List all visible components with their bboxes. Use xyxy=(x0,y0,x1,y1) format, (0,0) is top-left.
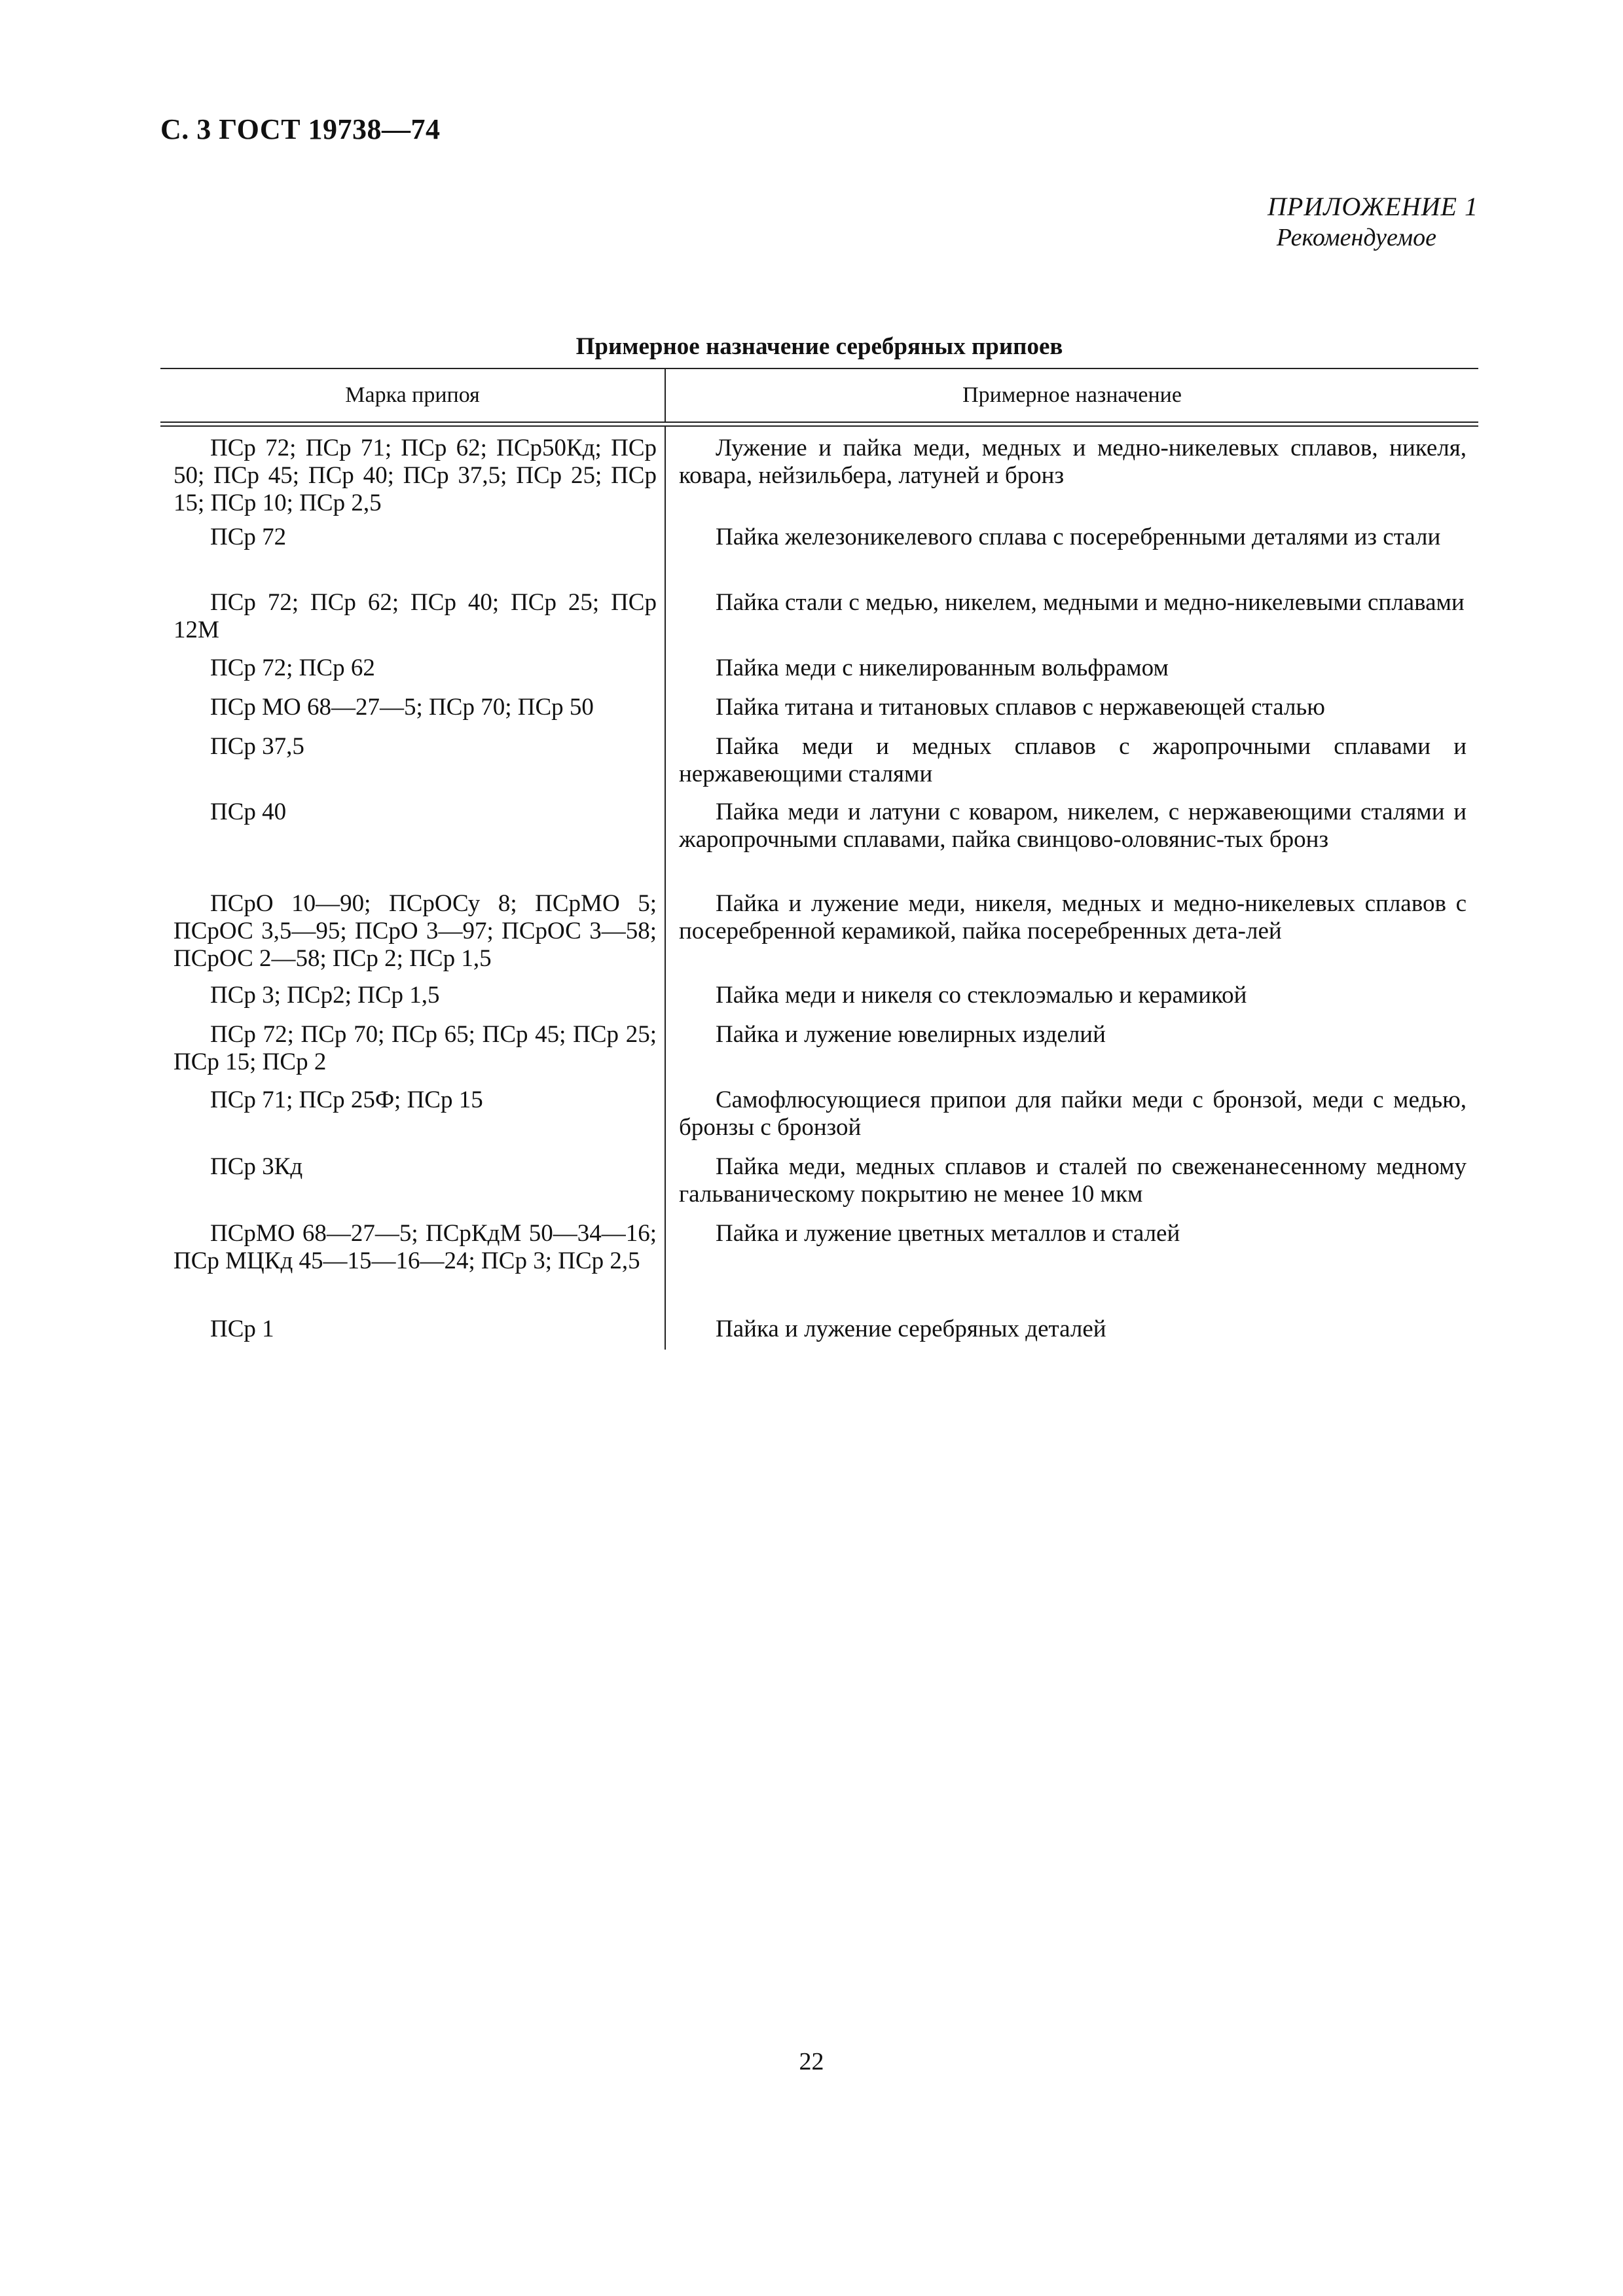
appendix-subtitle: Рекомендуемое xyxy=(1276,224,1436,251)
purpose-cell: Лужение и пайка меди, медных и медно-никелевых сплавов, никеля, ковара, нейзильбера, латуней и бронз xyxy=(679,435,1467,489)
table-caption: Примерное назначение серебряных припоев xyxy=(575,333,1063,360)
purpose-cell: Пайка меди и латуни с коваром, никелем, с нержавеющими сталями и жаропрочными сплавами, пайка свинцово-оловянис-тых бронз xyxy=(679,798,1467,853)
appendix-label xyxy=(1267,191,1478,252)
purpose-cell: Пайка и лужение серебряных деталей xyxy=(716,1316,1106,1342)
purpose-cell: Пайка меди, медных сплавов и сталей по свеженанесенному медному гальваническому покрытию не менее 10 мкм xyxy=(679,1153,1467,1208)
purpose-cell: Пайка железоникелевого сплава с посеребренными деталями из стали xyxy=(716,524,1441,550)
table-row xyxy=(160,1316,1478,1350)
purpose-cell: Пайка и лужение цветных металлов и сталей xyxy=(716,1220,1180,1247)
table-header-row xyxy=(160,369,1478,423)
grade-cell: ПСр 3; ПСр2; ПСр 1,5 xyxy=(210,982,440,1009)
page-number: 22 xyxy=(799,2048,824,2075)
table-row xyxy=(160,427,1478,524)
column-header-purpose: Примерное назначение xyxy=(962,383,1182,407)
grade-cell: ПСрМО 68—27—5; ПСрКдМ 50—34—16; ПСр МЦКд 45—15—16—24; ПСр 3; ПСр 2,5 xyxy=(173,1220,657,1274)
table-row xyxy=(160,982,1478,1021)
solder-table xyxy=(160,368,1478,1350)
grade-cell: ПСрО 10—90; ПСрОСу 8; ПСрМО 5; ПСрОС 3,5—95; ПСрО 3—97; ПСрОС 3—58; ПСрОС 2—58; ПСр 2; ПСр 1,5 xyxy=(173,890,657,972)
grade-cell: ПСр 72; ПСр 71; ПСр 62; ПСр50Кд; ПСр 50; ПСр 45; ПСр 40; ПСр 37,5; ПСр 25; ПСр 15; ПСр 10; ПСр 2,5 xyxy=(173,435,657,516)
table-row xyxy=(160,798,1478,890)
purpose-cell: Пайка меди с никелированным вольфрамом xyxy=(716,655,1169,681)
purpose-cell: Самофлюсующиеся припои для пайки меди с бронзой, меди с медью, бронзы с бронзой xyxy=(679,1086,1467,1141)
purpose-cell: Пайка меди и никеля со стеклоэмалью и керамикой xyxy=(716,982,1247,1009)
table-row xyxy=(160,524,1478,589)
table-body xyxy=(160,427,1478,1350)
grade-cell: ПСр 72; ПСр 62; ПСр 40; ПСр 25; ПСр 12М xyxy=(173,589,657,643)
grade-cell: ПСр 1 xyxy=(210,1316,274,1342)
table-row xyxy=(160,1220,1478,1316)
table-row xyxy=(160,655,1478,694)
purpose-cell: Пайка меди и медных сплавов с жаропрочными сплавами и нержавеющими сталями xyxy=(679,733,1467,787)
grade-cell: ПСр 72 xyxy=(210,524,287,550)
table-row xyxy=(160,589,1478,655)
grade-cell: ПСр 3Кд xyxy=(210,1153,303,1180)
page-header: С. 3 ГОСТ 19738—74 xyxy=(160,113,441,145)
grade-cell: ПСр 71; ПСр 25Ф; ПСр 15 xyxy=(210,1086,483,1113)
appendix-title: ПРИЛОЖЕНИЕ 1 xyxy=(1267,192,1478,221)
table-row xyxy=(160,694,1478,733)
grade-cell: ПСр 40 xyxy=(210,798,287,825)
table-row xyxy=(160,733,1478,798)
purpose-cell: Пайка и лужение ювелирных изделий xyxy=(716,1021,1106,1048)
table-row xyxy=(160,890,1478,982)
purpose-cell: Пайка стали с медью, никелем, медными и медно-никелевыми сплавами xyxy=(716,589,1465,616)
table-row xyxy=(160,1153,1478,1220)
grade-cell: ПСр 72; ПСр 70; ПСр 65; ПСр 45; ПСр 25; ПСр 15; ПСр 2 xyxy=(173,1021,657,1075)
grade-cell: ПСр МО 68—27—5; ПСр 70; ПСр 50 xyxy=(210,694,594,721)
column-header-grade: Марка припоя xyxy=(160,369,666,422)
grade-cell: ПСр 72; ПСр 62 xyxy=(210,655,375,681)
purpose-cell: Пайка титана и титановых сплавов с нержавеющей сталью xyxy=(716,694,1325,721)
table-row xyxy=(160,1086,1478,1153)
grade-cell: ПСр 37,5 xyxy=(210,733,304,760)
table-row xyxy=(160,1021,1478,1086)
purpose-cell: Пайка и лужение меди, никеля, медных и медно-никелевых сплавов с посеребренной керамикой, пайка посеребренных дета-лей xyxy=(679,890,1467,944)
